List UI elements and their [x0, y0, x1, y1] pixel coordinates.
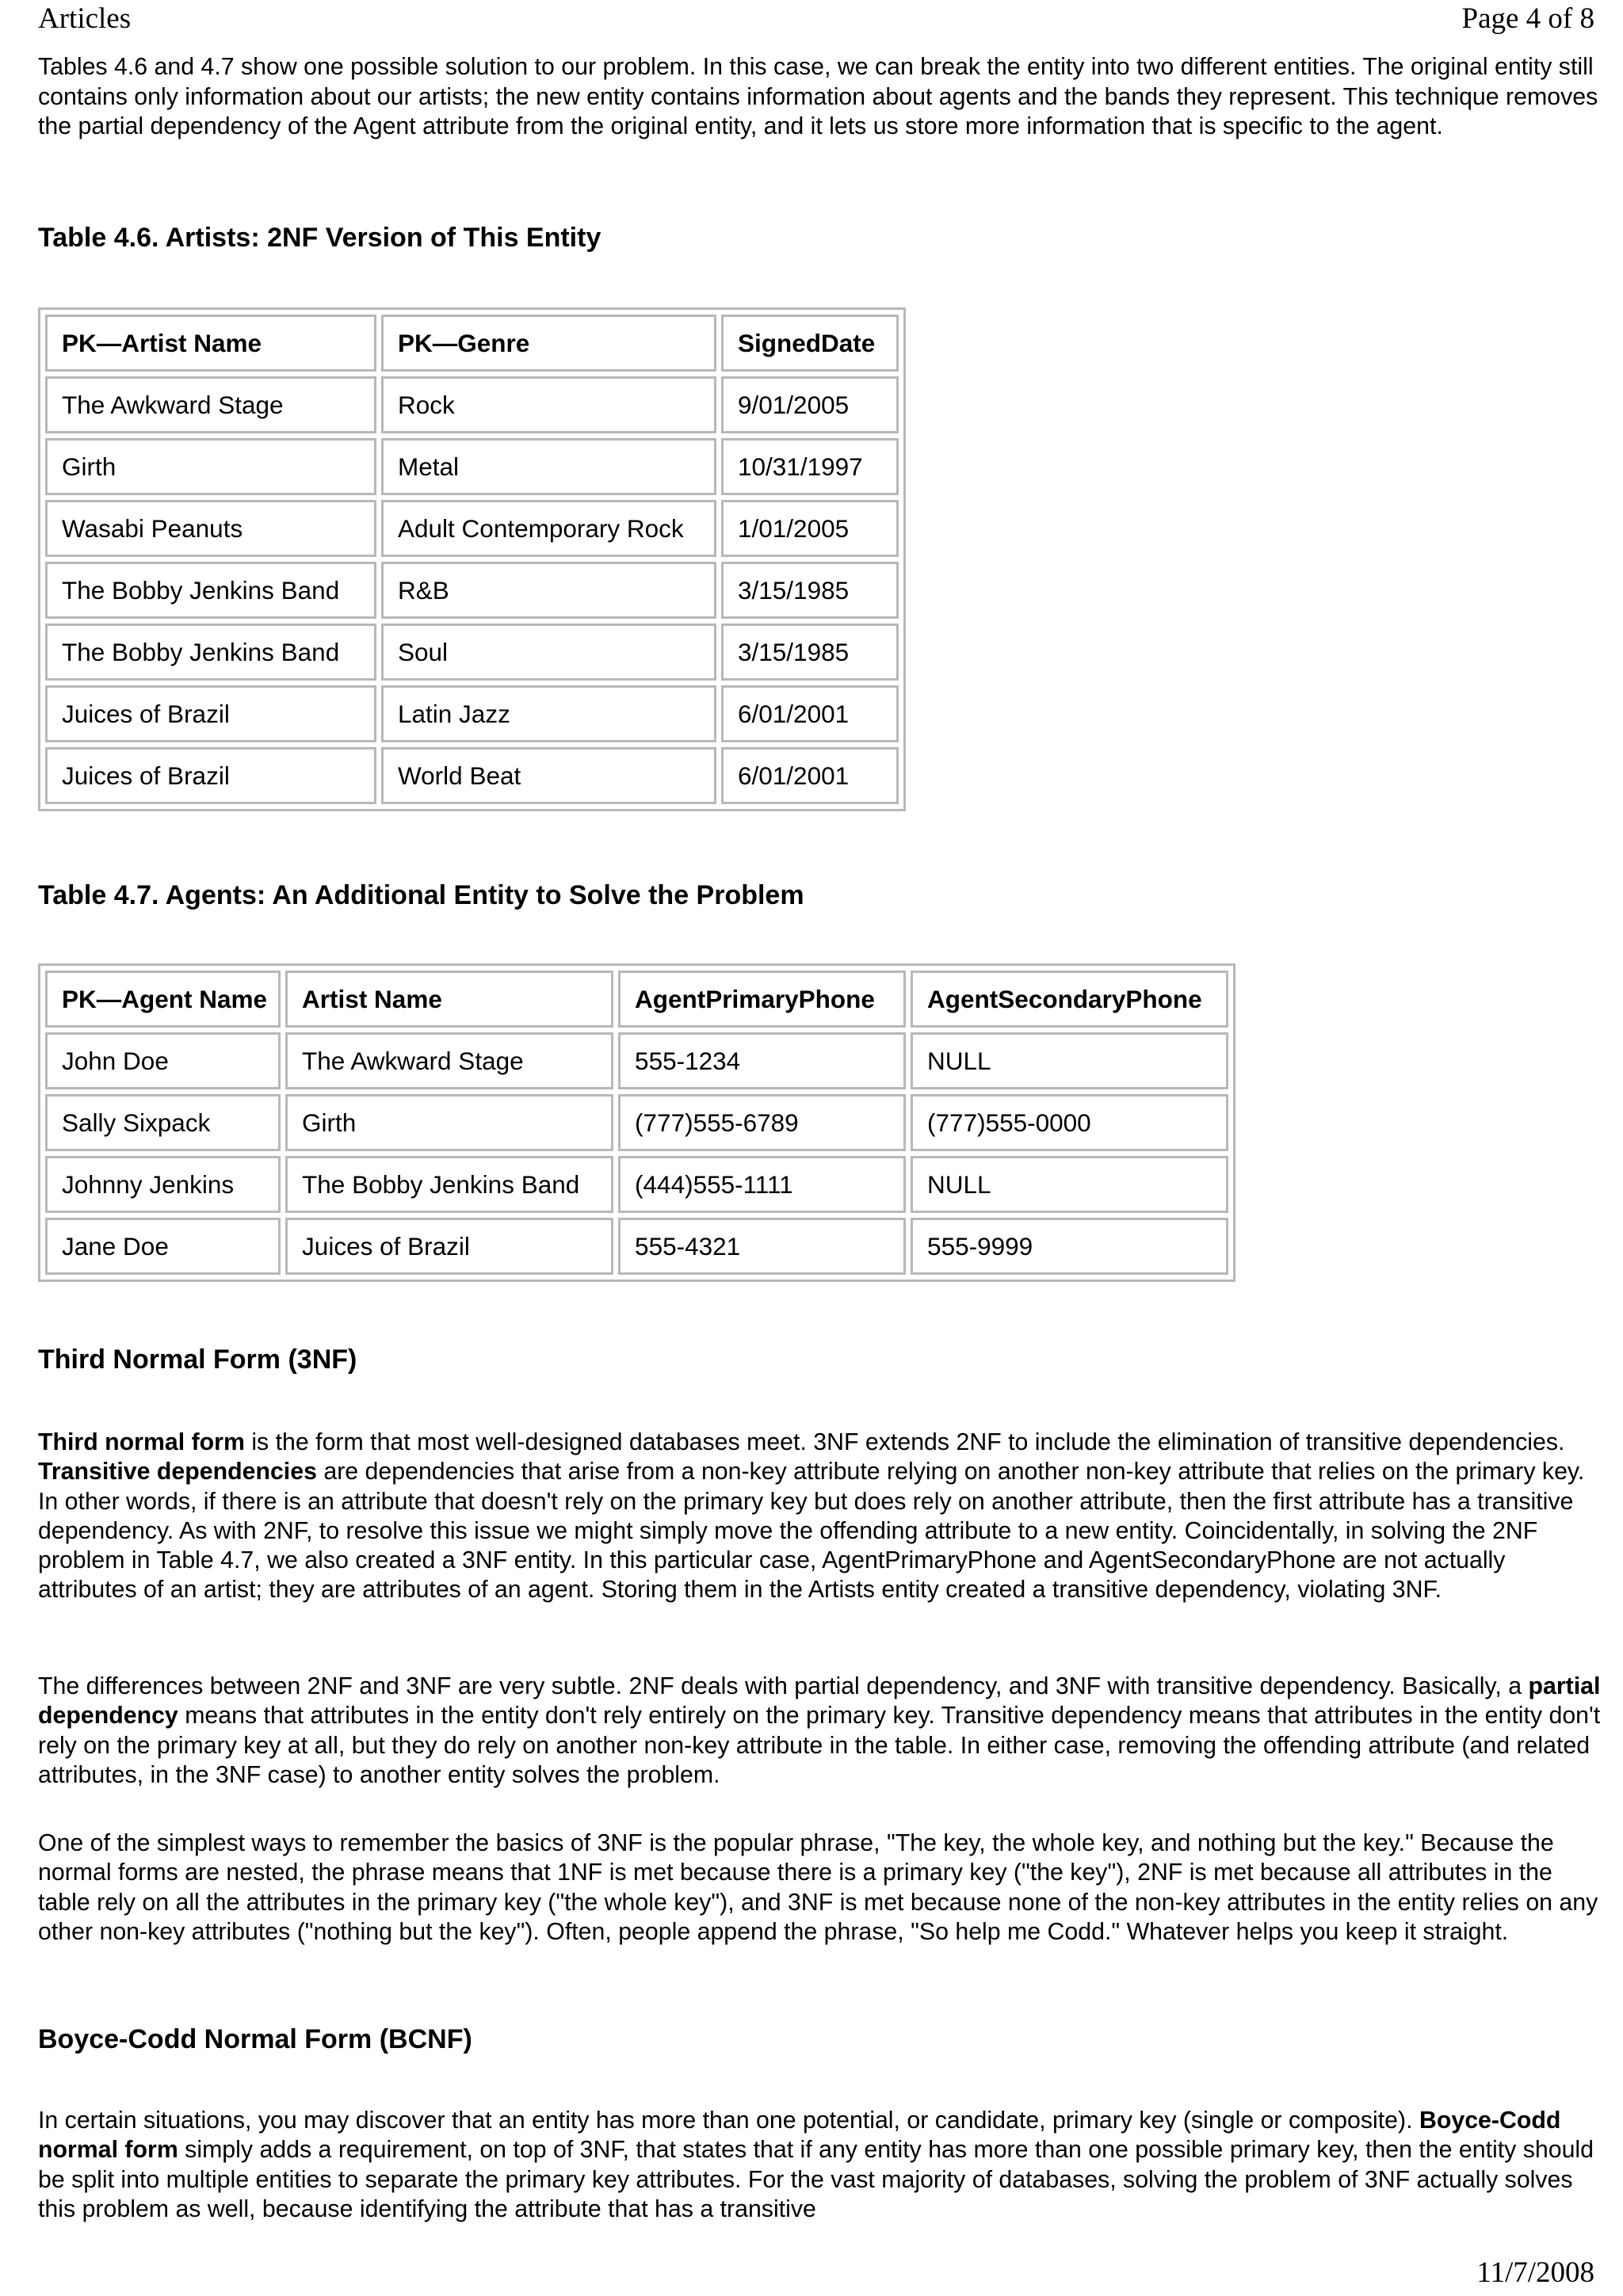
table-cell: Sally Sixpack	[45, 1094, 281, 1151]
table-cell: Latin Jazz	[381, 685, 716, 742]
term-transitive-dependencies: Transitive dependencies	[38, 1459, 317, 1486]
table-cell: 9/01/2005	[721, 376, 899, 433]
table-row	[45, 1218, 1228, 1275]
page-header-title: Articles	[38, 2, 132, 35]
paragraph-3nf-definition	[38, 1428, 1601, 1605]
paragraph-2nf-vs-3nf	[38, 1672, 1601, 1790]
table-cell: (444)555-1111	[618, 1156, 906, 1213]
table-cell: Wasabi Peanuts	[45, 500, 376, 557]
column-header: AgentPrimaryPhone	[618, 971, 906, 1028]
paragraph-text: are dependencies that arise from a non-key attribute relying on another non-key attribute that relies on the primary key. In other words, if there is an attribute that doesn't rely on the primary key but does rely on another attribute, then the first attribute has a transitive dependency. As with 2NF, to resolve this issue we might simply move the offending attribute to a new entity. Coincidentally, in solving the 2NF problem in Table 4.7, we also created a 3NF entity. In this particular case, AgentPrimaryPhone and AgentSecondaryPhone are not actually attributes of an artist; they are attributes of an agent. Storing them in the Artists entity created a transitive dependency, violating 3NF.	[38, 1459, 1585, 1604]
table-cell: The Bobby Jenkins Band	[285, 1156, 613, 1213]
table-cell: The Bobby Jenkins Band	[45, 624, 376, 681]
table-row	[45, 1032, 1228, 1089]
column-header: AgentSecondaryPhone	[911, 971, 1228, 1028]
table-cell: The Awkward Stage	[45, 376, 376, 433]
table-cell: 1/01/2005	[721, 500, 899, 557]
table-cell: (777)555-6789	[618, 1094, 906, 1151]
column-header: Artist Name	[285, 971, 613, 1028]
table-cell: John Doe	[45, 1032, 281, 1089]
table-cell: 10/31/1997	[721, 438, 899, 495]
paragraph-3nf-phrase: One of the simplest ways to remember the basics of 3NF is the popular phrase, "The key, the whole key, and nothing but the key." Because the normal forms are nested, the phrase means that 1NF is met because there is a primary key ("the key"), 2NF is met because all attributes in the table rely on all the attributes in the primary key ("the whole key"), and 3NF is met because none of the non-key attributes in the entity relies on any other non-key attributes ("nothing but the key"). Often, people append the phrase, "So help me Codd." Whatever helps you keep it straight.	[38, 1830, 1598, 1945]
intro-paragraph: Tables 4.6 and 4.7 show one possible solution to our problem. In this case, we can break the entity into two different entities. The original entity still contains only information about our artists; the new entity contains information about agents and the bands they represent. This technique removes the partial dependency of the Agent attribute from the original entity, and it lets us store more information that is specific to the agent.	[38, 54, 1598, 139]
table-row	[45, 562, 899, 619]
paragraph-text: The differences between 2NF and 3NF are very subtle. 2NF deals with partial dependency, and 3NF with transitive dependency. Basically, a	[38, 1673, 1529, 1699]
table-row	[45, 376, 899, 433]
table-cell: 3/15/1985	[721, 624, 899, 681]
table-4-6-caption: Table 4.6. Artists: 2NF Version of This Entity	[38, 223, 601, 253]
table-cell: 6/01/2001	[721, 747, 899, 804]
table-cell: Rock	[381, 376, 716, 433]
table-4-6	[38, 307, 906, 811]
paragraph-text: means that attributes in the entity don't rely entirely on the primary key. Transitive dependency means that attributes in the entity don't rely on the primary key at all, but they do rely on another non-key attribute in the table. In either case, removing the offending attribute (and related attributes, in the 3NF case) to another entity solves the problem.	[38, 1703, 1601, 1788]
footer-date: 11/7/2008	[1476, 2256, 1594, 2289]
table-cell: The Bobby Jenkins Band	[45, 562, 376, 619]
table-cell: NULL	[911, 1156, 1228, 1213]
table-cell: Girth	[285, 1094, 613, 1151]
table-cell: Juices of Brazil	[285, 1218, 613, 1275]
table-cell: 555-4321	[618, 1218, 906, 1275]
table-cell: Metal	[381, 438, 716, 495]
table-cell: Johnny Jenkins	[45, 1156, 281, 1213]
column-header: SignedDate	[721, 315, 899, 372]
table-row	[45, 438, 899, 495]
section-heading-3nf: Third Normal Form (3NF)	[38, 1344, 357, 1375]
table-cell: 555-9999	[911, 1218, 1228, 1275]
table-header-row	[45, 971, 1228, 1028]
table-cell: Jane Doe	[45, 1218, 281, 1275]
column-header: PK—Genre	[381, 315, 716, 372]
table-header-row	[45, 315, 899, 372]
table-cell: Girth	[45, 438, 376, 495]
term-partial-dependency: partial dependency	[38, 1673, 1601, 1730]
table-4-7-caption: Table 4.7. Agents: An Additional Entity to Solve the Problem	[38, 880, 804, 910]
table-cell: Soul	[381, 624, 716, 681]
term-third-normal-form: Third normal form	[38, 1429, 245, 1455]
table-cell: The Awkward Stage	[285, 1032, 613, 1089]
column-header: PK—Agent Name	[45, 971, 281, 1028]
column-header: PK—Artist Name	[45, 315, 376, 372]
paragraph-bcnf	[38, 2106, 1601, 2224]
table-cell: 3/15/1985	[721, 562, 899, 619]
paragraph-text: In certain situations, you may discover that an entity has more than one potential, or candidate, primary key (single or composite).	[38, 2107, 1419, 2134]
table-row	[45, 685, 899, 742]
table-cell: 555-1234	[618, 1032, 906, 1089]
table-row	[45, 500, 899, 557]
table-cell: NULL	[911, 1032, 1228, 1089]
table-cell: R&B	[381, 562, 716, 619]
table-row	[45, 624, 899, 681]
page-number: Page 4 of 8	[1461, 2, 1594, 35]
table-cell: Juices of Brazil	[45, 747, 376, 804]
table-4-7	[38, 963, 1235, 1282]
term-boyce-codd-normal-form: Boyce-Codd normal form	[38, 2107, 1561, 2164]
table-cell: World Beat	[381, 747, 716, 804]
table-cell: (777)555-0000	[911, 1094, 1228, 1151]
table-cell: Juices of Brazil	[45, 685, 376, 742]
table-row	[45, 747, 899, 804]
section-heading-bcnf: Boyce-Codd Normal Form (BCNF)	[38, 2024, 472, 2054]
table-cell: 6/01/2001	[721, 685, 899, 742]
table-row	[45, 1156, 1228, 1213]
table-cell: Adult Contemporary Rock	[381, 500, 716, 557]
paragraph-text: simply adds a requirement, on top of 3NF, that states that if any entity has more than one possible primary key, then the entity should be split into multiple entities to separate the primary key attributes. For the vast majority of databases, solving the problem of 3NF actually solves this problem as well, because identifying the attribute that has a transitive	[38, 2137, 1594, 2222]
table-row	[45, 1094, 1228, 1151]
paragraph-text: is the form that most well-designed databases meet. 3NF extends 2NF to include the elimination of transitive dependencies.	[244, 1429, 1565, 1455]
